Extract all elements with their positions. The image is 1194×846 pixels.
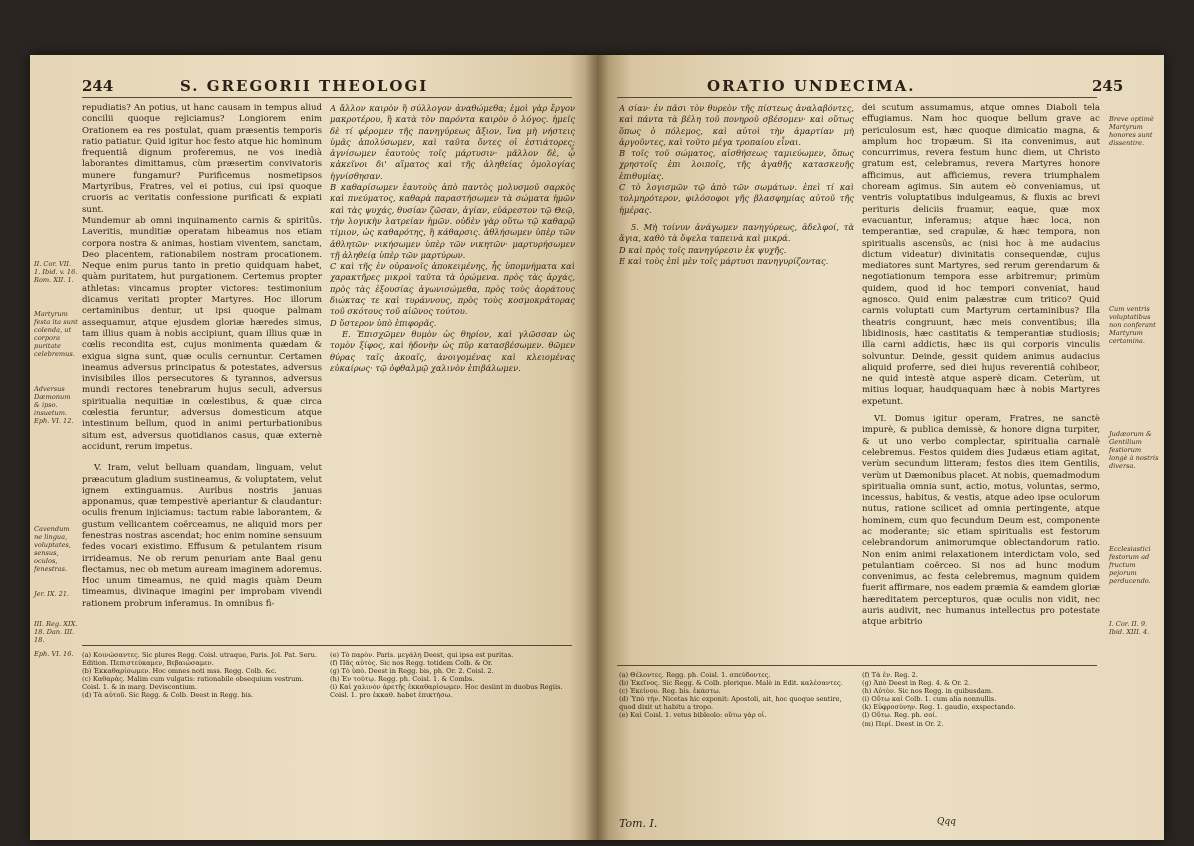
right-greek-para-6: E καὶ τοὺς ἐπὶ μὲν τοῖς μάρτυσι πανηγυρίζοντας. [619,255,829,266]
left-margin-note-5: Jer. IX. 21. [34,590,70,598]
right-footnotes-col-2 [862,671,1100,811]
left-greek-para-3: C καὶ τῆς ἐν οὐρανοῖς ἀποκειμένης, ἧς ὑπομνήματα καὶ χαρακτῆρες μικροὶ ταῦτα τὰ ὁρώμενα. πρὸς τὰς ἀρχάς, πρὸς τὰς ἐξουσίας ἀγωνισώμεθα, πρὸς τοὺς ἀοράτους διώκτας τε καὶ τυράννους, πρὸς τοὺς κοσμοκράτορας τοῦ σκότους τοῦ αἰῶνος τούτου. [330,261,575,317]
left-footnote-a: (a) Κοινώσαντες. Sic plures Regg. Coisl. utraque, Paris. Jol. Pat. Seru. Edition. Πεπιστεύκαμεν, Βεβαιώσαμεν. [82,651,317,668]
right-footnote-e: (e) Καὶ Coisl. 1. vetus bibleolo: οὕτω γὰρ οἱ. [619,711,767,720]
left-footnote-rule [82,645,572,646]
right-margin-note-4: Ecclesiastici festorum ad fructum pejorum perducendo. [1109,545,1151,585]
left-greek-para-2: B καθαρίσωμεν ἑαυτοὺς ἀπὸ παντὸς μολυσμοῦ σαρκὸς καὶ πνεύματος, καθαρὰ παραστήσωμεν τὰ σώματα ἡμῶν καὶ τὰς ψυχάς, θυσίαν ζῶσαν, ἁγίαν, εὐάρεστον τῷ Θεῷ, τὴν λογικὴν λατρείαν ἡμῶν. οὐδὲν γὰρ οὕτω τῷ καθαρῷ τίμιον, ὡς καθαρότης, ἢ κάθαρσις. ἀθλήσωμεν ὑπὲρ τῶν ἀθλητῶν· νικήσωμεν ὑπὲρ τῶν νικητῶν· μαρτυρήσωμεν τῇ ἀληθείᾳ ὑπὲρ τῶν μαρτύρων. [330,182,575,260]
left-latin-column [82,103,322,638]
right-margin-note-1: Breve optimè Martyrum honores sunt dissentire. [1109,115,1154,147]
book-gutter [585,55,609,840]
right-greek-para-1: A σίαν· ἐν πᾶσι τὸν θυρεὸν τῆς πίστεως ἀναλαβόντες, καὶ πάντα τὰ βέλη τοῦ πονηροῦ σβέσομεν· καὶ οὕτως ὅπως ὁ πόλεμος, καὶ αὐτοὶ τὴν ἁμαρτίαν μὴ ἀργοῦντες, καὶ τοῦτο μέγα τροπαίου εἶναι. [619,103,854,147]
right-margin-note-2: Cum ventris voluptatibus non conferant Martyrum certamina. [1109,305,1156,345]
left-greek-column [330,103,575,638]
right-footnote-k: (k) Εὐφροσύνην. Reg. 1. gaudio, exspectando. [862,703,1016,712]
right-latin-para-2: VI. Domus igitur operam, Fratres, ne sanctè impurè, & publica demissè, & honore digna turpiter, & ut uno verbo complectar, spiritualia carnalè celebremus. Festos quidem dies Judæus etiam agitat, verùm secundum litteram; festos dies item Gentilis, verùm ut Dæmonibus placet. At nobis, quemadmodum spiritualia omnia sunt, actio, motus, voluntas, sermo, incessus, habitus, & vestis, atque adeo ipse oculorum nutus, ratione scilicet ad omnia pertingente, atque hominem, cum quo fecundum Deum est, componente ac moderante; sic etiam spiritualis est festorum celebrandorum animorumque oblectandorum ratio. Non enim animi relaxationem interdictam volo, sed petulantiam coërceo. Si nos ad hunc modum convenimus, ac festa celebremus, magnum quidem fuerit affirmare, nos eadem præmia & eamdem gloriæ hæreditatem percepturos, quæ oculis non vidit, nec auris audivit, nec humanus intellectus pro potestate atque arbitrio [862,414,1100,628]
catchword: Qqq [937,817,956,827]
left-footnote-g: (g) Τὸ ὑπὸ. Deest in Regg. bis, ph. Or. 2. Coisl. 2. [330,667,494,676]
left-footnotes-greek [330,651,575,831]
left-margin-note-7: Eph. VI. 16. [34,650,74,658]
left-footnote-c: (c) Καθαρὰς. Malim cum vulgatis: rationabile obsequium vestrum. Coisl. 1. & in marg. Deviscontium. [82,675,304,692]
right-footnote-d: (d) Ὑπὸ τὴν. Nicetas hic exponit: Apostoli, ait, hoc quoque sentire, quod dixit ut habitu a tropo. [619,695,842,712]
left-margin-note-6: III. Reg. XIX. 18. Dan. III. 18. [34,620,78,644]
right-footnote-l: (l) Οὕτω. Reg. ph. σοί. [862,711,938,720]
right-footnote-m: (m) Περί. Deest in Or. 2. [862,719,944,728]
right-page-number: 245 [1092,77,1124,95]
right-footnote-b: (b) Ἐκεῖνος. Sic Regg. & Colb. plerique. Malè in Edit. καλέσαντες. [619,679,843,688]
right-margin-note-5: I. Cor. II. 9. Ibid. XIII. 4. [1109,620,1150,636]
left-margin-note-2: Martyrum festa ita sunt colenda, ut corpora puritate celebremus. [34,310,78,358]
right-footnote-g: (g) Ἀπὸ Deest in Reg. 4. & Or. 2. [862,679,971,688]
left-footnote-h: (h) Ἐν τούτῳ. Regg. ph. Coisl. 1. & Combs. [330,675,475,684]
left-footnote-e: (e) Τὸ παρὸν. Paris. μεγάλη Deest, qui ipsa est puritas. [330,651,514,659]
left-footnote-b: (b) Ἐκκαθαρίσωμεν. Hoc omnes noti mss. Regg. Colb. &c. [82,667,277,676]
left-footnotes-latin [82,651,322,831]
left-margin-note-4: Cavendum ne lingua, voluptates, sensus, oculos, fenestras. [34,525,71,573]
right-head-rule [617,97,1097,98]
left-page [30,55,597,840]
right-page [597,55,1164,840]
book-spread [30,55,1164,840]
right-greek-column [619,103,854,658]
right-footnote-h: (h) Αὐτὸν. Sic nos Regg. in quibusdam. [862,687,994,696]
signature-mark: Tom. I. [619,817,658,830]
left-margin-note-3: Adversus Dæmonum & ipso. insuetum. Eph. VI. 12. [34,385,74,425]
right-footnote-c: (c) Ἐκείνου. Reg. bis. ἑκάστω. [619,687,721,696]
right-greek-para-3: C τὸ λογισμῶν τῷ ἀπὸ τῶν σωμάτων. ἐπεὶ τί καὶ τολμηρότερον, φιλόσοφοι γῆς βλασφημίας αὐτοῦ τῆς ἡμέρας. [619,182,854,215]
left-footnote-i: (i) Καὶ χαλινὸν ἀρετῆς ἐκκαθαρίσωμεν. Hoc desiint in duobus Regiis. Coisl. 1. pro ἐκκαθ. habet ἐπικτήσω. [330,683,563,700]
left-margin-note-1: II. Cor. VII. 1. Ibid. v. 16. Rom. XII. 1. [34,260,78,284]
right-footnotes-col-1 [619,671,854,811]
right-greek-para-2: B τοῖς τοῦ σώματος, αἰσθήσεως ταμιεύωμεν, ὅπως χρηστοῖς ἐπι λοιποῖς, τῆς ἀγαθῆς κατασκευῆς ἐπιθυμίας. [619,148,854,181]
right-footnote-i: (i) Οὕτω καὶ Colb. 1. cum alia nonnullis. [862,695,997,704]
left-footnote-f: (f) Πᾶς αὐτὸς. Sic nos Regg. totidem Colb. & Or. [330,659,493,668]
left-latin-para-1: repudiatis? An potius, ut hanc causam in tempus aliud concilii quoque rejiciamus? Longiorem enim Orationem ea res postulat, quam præsentis temporis ratio patiatur. Quid igitur hoc festo atque hic hominum frequentiâ dignum proferemus, ne vos inedià laborantes dimittamus, cùm præsertim convivatoris munere fungamur? Purificemus nosmetipsos Martyribus, Fratres, vel ei potius, cui ipsi quoque cruoris ac veritatis confessione purificati & expiati sunt. [82,103,322,215]
right-latin-para-1: dei scutum assumamus, atque omnes Diaboli tela effugiamus. Nam hoc quoque bellum grave ac periculosum est, hæc quoque dimicatio magna, & amplum hoc tropæum. Si ita convenimus, aut concurrimus, revera festum hunc diem, ut Christo gratum est, celebramus, revera Martyres honore afficimus, aut afficiemus, revera triumphalem choream agimus. Sin autem eò conveniamus, ut ventris voluptatibus indulgeamus, & fluxis ac brevi perituris deliciis fruamur, eaque, quæ mox evacuantur, inferamus; atque hæc loca, non temperantiæ, sed crapulæ, & hæc tempora, non spiritualis ascensûs, ac (nisi hoc à me audacius dictum videatur) divinitatis consequendæ, cujus mediatores sunt Martyres, sed rerum gerendarum & negotiationum tempora esse arbitremur; primùm quidem, quod id hoc tempori conveniat, haud agnosco. Quid enim palæstræ cum tritico? Quid carnis voluptati cum Martyrum certaminibus? Illa theatris congruunt, hæc meis conventibus; illa libidinosis, hæc castitatis & temperantiæ studiosis; illa carni addictis, hæc iis qui corporis vinculis solvuntur. Deinde, gessit quidem animus audacius aliquid proferre, sed diei hujus reverentiâ cohibeor, ne quid intestè atque asperè dicam. Ceterùm, ut mitius loquar, haudquaquam hæc à nobis Martyres expetunt. [862,103,1100,407]
right-footnote-f: (f) Τὰ ἐν. Reg. 2. [862,671,918,679]
left-greek-para-1: A ἄλλον καιρὸν ἢ σύλλογον ἀναθώμεθα; ἐμοὶ γὰρ ἔργον μακροτέρου, ἢ κατὰ τὸν παρόντα καιρὸν ὁ λόγος. ἡμεῖς δὲ τί φέρομεν τῆς πανηγύρεως ἄξιον, ἵνα μὴ νήστεις ὑμᾶς ἀπολύσωμεν, καὶ ταῦτα ὄντες οἱ ἑστιάτορες; ἁγνίσωμεν ἑαυτοὺς τοῖς μάρτυσιν· μᾶλλον δὲ, ᾧ κἀκεῖνοι δι' αἵματος καὶ τῆς ἀληθείας ὁμολογίας ἡγνίσθησαν. [330,103,575,181]
right-running-head: ORATIO UNDECIMA. [707,77,916,95]
left-greek-para-5: E. Ἐπισχῶμεν θυμὸν ὡς θηρίον, καὶ γλῶσσαν ὡς τομὸν ξίφος, καὶ ἡδονὴν ὡς πῦρ κατασβέσωμεν. θῶμεν θύρας ταῖς ἀκοαῖς, ἀνοιγομένας καὶ κλειομένας εὐκαίρως· τῷ ὀφθαλμῷ χαλινὸν ἐπιβάλωμεν. [330,328,575,373]
right-greek-para-4: 5. Μὴ τοίνυν ἀνάγωμεν πανηγύρεως, ἀδελφοί, τὰ ἅγια, καθὸ τὰ ὄψελα ταπεινὰ καὶ μικρά. [619,221,854,244]
right-footnote-rule [617,665,1097,666]
left-footnote-d: (d) Τὰ αὐτοῦ. Sic Regg. & Colb. Deest in Regg. bis. [82,691,254,700]
right-greek-para-5: D καὶ πρὸς τοῖς πανηγύρεσιν ἐκ ψυχῆς. [619,244,787,255]
left-latin-para-3: V. Iram, velut belluam quandam, linguam, velut præacutum gladium sustineamus, & voluptatem, velut ignem extinguamus. Auribus nostris januas apponamus, quæ tempestivè aperiantur & claudantur: oculis frenum injiciamus: tactum rabie laborantem, & gustum vellicantem coërceamus, ne aliquid mors per fenestras nostras ascendat; hoc enim nomine sensuum fedes vocari existimo. Effusum & petulantem risum irrideamus. Ne ob rerum penuriam ante Baal genu flectamus, nec ob metum auream imaginem adoremus. Hoc unum timeamus, ne quid magis quàm Deum timeamus, divinaque imagini per improbam vivendi rationem probrum inferamus. In omnibus fi- [82,463,322,609]
left-page-number: 244 [82,77,114,95]
right-footnote-a: (a) Θέλοντες. Regg. ph. Coisl. 1. σπεύδοντες. [619,671,771,679]
right-latin-column [862,103,1100,658]
left-head-rule [82,97,572,98]
left-running-head: S. GREGORII THEOLOGI [180,77,429,95]
right-margin-note-3: Judæorum & Gentilium festiorum longè à nostris diversa. [1109,430,1159,470]
left-greek-para-4: D ὕστερον ὑπὸ ἐπιφορᾶς. [330,317,437,328]
left-latin-para-2: Mundemur ab omni inquinamento carnis & spiritûs. Laveritis, munditiæ operatam hibeamus nos etiam corpora nostra & animas, hostiam viventem, sanctam, Deo placentem, rationabilem nostram procationem. Neque enim purus tanto in pretio quidquam habet, quàm puritatem, hut purgationem. Certemus propter athletas: vincamus propter victores: testimonium dicamus veritati propter Martyres. Hoc illorum certaminibus dentur, ut ipsi quoque palmam assequamur, atque ejusdem gloriæ hæredes simus, tam illius quam à nobis accipiunt, quam illius quæ in cœlis recondita est, cujus monimenta quædam & exigua signa sunt, quæ oculis cernuntur. Certamen ineamus adversus principatus & potestates, adversus invisibiles illos persecutores & tyrannos, adversus mundi rectores tenebrarum hujus seculi, adversus spiritualia nequitiæ in cœlestibus, & quæ circa cœlestia feruntur, adversus domesticum atque intestinum bellum, quod in animi perturbationibus situm est, adversus quotidianos casus, quæ externè accidunt, rerum impetus. [82,215,322,452]
